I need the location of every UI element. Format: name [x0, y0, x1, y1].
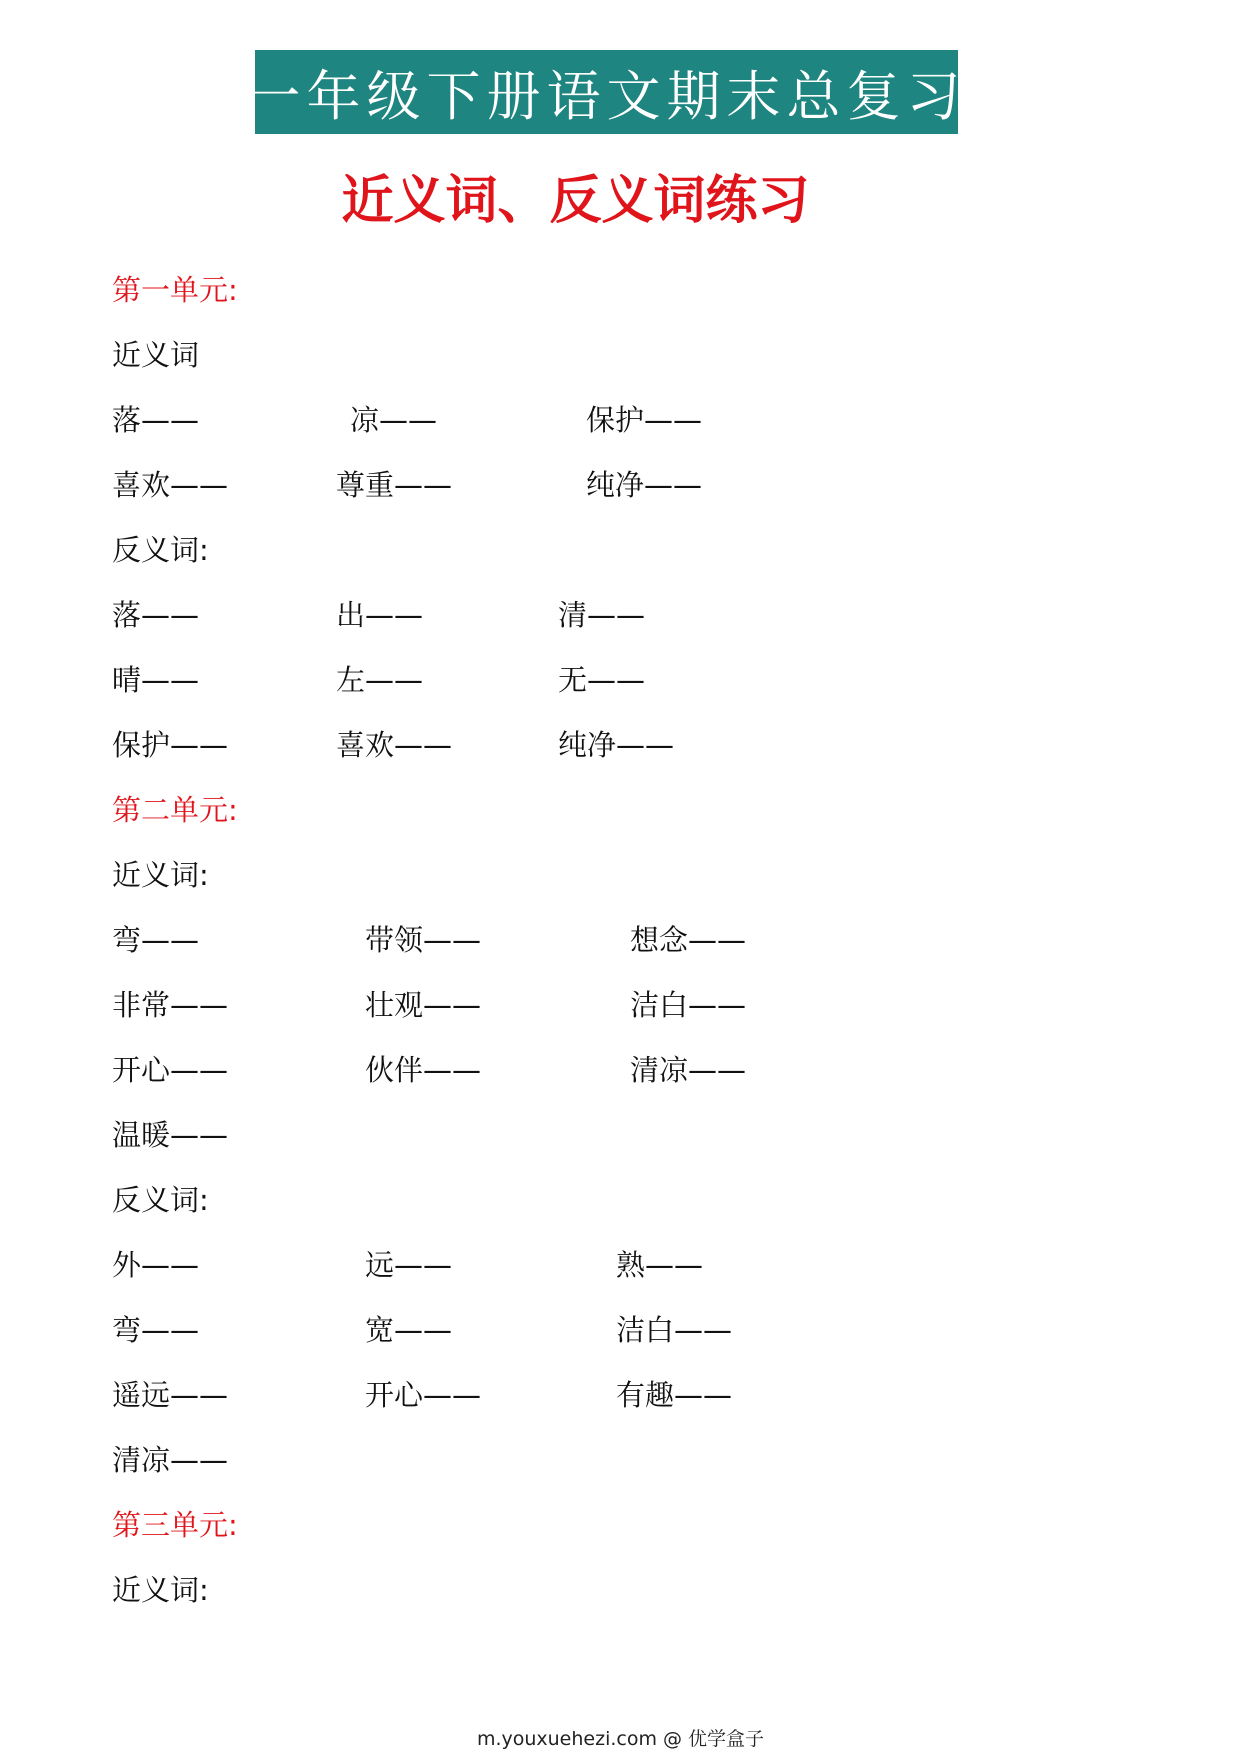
unit-1-antonyms-row-1 — [112, 583, 1112, 648]
exercise-item: 尊重—— — [336, 468, 453, 502]
exercise-item: 外—— — [112, 1248, 200, 1282]
exercise-item: 洁白—— — [630, 988, 747, 1022]
exercise-item: 想念—— — [630, 923, 747, 957]
exercise-item: 有趣—— — [616, 1378, 733, 1412]
worksheet-content — [112, 258, 1112, 1623]
unit-2-synonyms-label: 近义词: — [112, 858, 209, 892]
exercise-item: 喜欢—— — [112, 468, 229, 502]
exercise-item: 带领—— — [365, 923, 482, 957]
exercise-item: 洁白—— — [616, 1313, 733, 1347]
unit-2-antonyms-row-1 — [112, 1233, 1112, 1298]
exercise-item: 壮观—— — [365, 988, 482, 1022]
exercise-item: 弯—— — [112, 923, 200, 957]
unit-1-synonyms-row-2 — [112, 453, 1112, 518]
exercise-item: 喜欢—— — [336, 728, 453, 762]
exercise-item: 纯净—— — [558, 728, 675, 762]
exercise-item: 遥远—— — [112, 1378, 229, 1412]
unit-3-heading: 第三单元: — [112, 1508, 238, 1542]
page-banner-title: 一年级下册语文期末总复习 — [255, 50, 958, 134]
unit-2-synonyms-row-4 — [112, 1103, 1112, 1168]
exercise-item: 出—— — [336, 598, 424, 632]
unit-2-heading: 第二单元: — [112, 793, 238, 827]
exercise-item: 落—— — [112, 598, 200, 632]
unit-1-antonyms-row-3 — [112, 713, 1112, 778]
unit-2-synonyms-row-3 — [112, 1038, 1112, 1103]
exercise-item: 远—— — [365, 1248, 453, 1282]
exercise-item: 非常—— — [112, 988, 229, 1022]
unit-1-antonyms-label: 反义词: — [112, 533, 209, 567]
exercise-item: 凉—— — [350, 403, 438, 437]
unit-2-antonyms-row-2 — [112, 1298, 1112, 1363]
unit-2-synonyms-row-2 — [112, 973, 1112, 1038]
exercise-item: 保护—— — [112, 728, 229, 762]
exercise-item: 保护—— — [586, 403, 703, 437]
exercise-item: 宽—— — [365, 1313, 453, 1347]
exercise-item: 弯—— — [112, 1313, 200, 1347]
unit-2-antonyms-row-3 — [112, 1363, 1112, 1428]
unit-1-antonyms-row-2 — [112, 648, 1112, 713]
exercise-item: 开心—— — [112, 1053, 229, 1087]
unit-1-heading: 第一单元: — [112, 273, 238, 307]
exercise-item: 开心—— — [365, 1378, 482, 1412]
worksheet-subtitle: 近义词、反义词练习 — [341, 171, 810, 231]
page-footer-source: m.youxuehezi.com @ 优学盒子 — [476, 1728, 765, 1750]
exercise-item: 伙伴—— — [365, 1053, 482, 1087]
exercise-item: 无—— — [558, 663, 646, 697]
exercise-item: 左—— — [336, 663, 424, 697]
exercise-item: 清凉—— — [112, 1443, 229, 1477]
exercise-item: 清—— — [558, 598, 646, 632]
unit-1-synonyms-row-1 — [112, 388, 1112, 453]
exercise-item: 纯净—— — [586, 468, 703, 502]
unit-3-synonyms-label: 近义词: — [112, 1573, 209, 1607]
unit-1-synonyms-label: 近义词 — [112, 338, 200, 372]
unit-2-antonyms-row-4 — [112, 1428, 1112, 1493]
exercise-item: 落—— — [112, 403, 200, 437]
unit-2-synonyms-row-1 — [112, 908, 1112, 973]
exercise-item: 清凉—— — [630, 1053, 747, 1087]
unit-2-antonyms-label: 反义词: — [112, 1183, 209, 1217]
exercise-item: 温暖—— — [112, 1118, 229, 1152]
exercise-item: 晴—— — [112, 663, 200, 697]
exercise-item: 熟—— — [616, 1248, 704, 1282]
